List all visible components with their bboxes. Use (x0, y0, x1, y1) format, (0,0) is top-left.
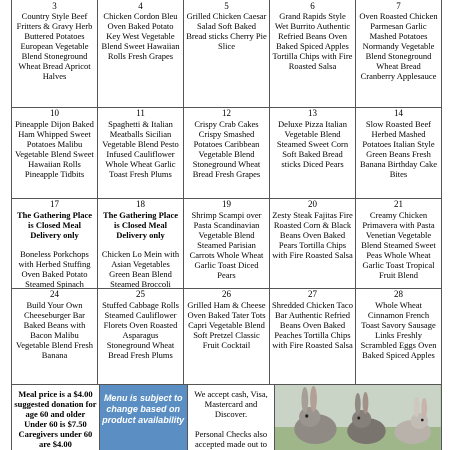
menu-subject-to-change: Menu is subject to change based on product availability (100, 385, 188, 450)
week-row-1 (12, 0, 441, 108)
day-number: 24 (50, 289, 59, 299)
day-number: 25 (136, 289, 145, 299)
bunnies-image (275, 385, 441, 450)
day-number: 17 (50, 199, 59, 209)
menu-calendar (11, 0, 442, 450)
payment-methods: We accept cash, Visa, Mastercard and Discover. (194, 389, 268, 419)
footer-row (12, 385, 441, 450)
menu-text: Shredded Chicken Taco Bar Authentic Refried Beans Oven Baked Peaches Tortilla Chips with Fire Roasted Salsa (272, 300, 353, 350)
day-cell (356, 108, 441, 199)
day-cell (270, 0, 356, 108)
day-cell (184, 199, 270, 289)
menu-text: Build Your Own Cheeseburger Bar Baked Beans with Bacon Malibu Vegetable Blend Fresh Banana (16, 300, 93, 360)
menu-text: Pineapple Dijon Baked Ham Whipped Sweet Potatoes Malibu Vegetable Blend Sweet Hawaiian Rolls Pineapple Tidbits (15, 119, 94, 179)
day-number: 10 (50, 108, 59, 118)
day-cell (184, 108, 270, 199)
day-number: 6 (310, 1, 315, 11)
day-number: 12 (222, 108, 231, 118)
day-number: 26 (222, 289, 231, 299)
day-cell (12, 0, 98, 108)
day-cell (98, 289, 184, 385)
day-number: 14 (394, 108, 403, 118)
day-cell (356, 0, 441, 108)
menu-text: Deluxe Pizza Italian Vegetable Blend Steamed Sweet Corn Soft Baked Bread sticks Diced Pears (276, 119, 349, 169)
meal-price-note: Meal price is a $4.00 suggested donation for age 60 and older Under 60 is $7.50 Caregivers under 60 are $4.00 (12, 385, 100, 450)
day-number: 19 (222, 199, 231, 209)
personal-checks-note: Personal Checks also accepted made out to (194, 429, 268, 449)
day-cell (270, 199, 356, 289)
menu-text: Whole Wheat Cinnamon French Toast Savory Sausage Links Freshly Scrambled Eggs Oven Baked Spiced Apples (360, 300, 437, 360)
day-number: 4 (138, 1, 143, 11)
menu-text: Stuffed Cabbage Rolls Steamed Cauliflower Florets Oven Roasted Asparagus Stoneground Wheat Bread Fresh Plums (102, 300, 179, 360)
day-number: 27 (308, 289, 317, 299)
day-number: 11 (136, 108, 145, 118)
day-cell (270, 289, 356, 385)
menu-text: Zesty Steak Fajitas Fire Roasted Corn & Black Beans Oven Baked Pears Tortilla Chips with Fire Roasted Salsa (272, 210, 353, 260)
menu-text: Chicken Cordon Bleu Oven Baked Potato Key West Vegetable Blend Sweet Hawaiian Rolls Fresh Grapes (101, 11, 180, 61)
day-cell (98, 199, 184, 289)
day-cell (184, 289, 270, 385)
day-cell (98, 108, 184, 199)
day-number: 3 (52, 1, 57, 11)
week-row-2 (12, 108, 441, 199)
menu-text: Grand Rapids Style Wet Burrito Authentic Refried Beans Oven Baked Spiced Apples Tortilla Chips with Fire Roasted Salsa (272, 11, 353, 71)
day-number: 13 (308, 108, 317, 118)
day-cell (12, 199, 98, 289)
closed-notice: The Gathering Place is Closed Meal Delivery only (16, 210, 93, 240)
day-number: 18 (136, 199, 145, 209)
menu-text: Chicken Lo Mein with Asian Vegetables Green Bean Blend Steamed Broccoli (101, 249, 180, 289)
day-cell (184, 0, 270, 108)
day-number: 7 (396, 1, 401, 11)
menu-text: Crispy Crab Cakes Crispy Smashed Potatoes Caribbean Vegetable Blend Stoneground Wheat Bread Fresh Grapes (192, 119, 261, 179)
day-cell (356, 289, 441, 385)
menu-text: Grilled Ham & Cheese Oven Baked Tater Tots Capri Vegetable Blend Soft Pretzel Classic Fruit Cocktail (187, 300, 266, 350)
day-number: 20 (308, 199, 317, 209)
day-cell (270, 108, 356, 199)
closed-notice: The Gathering Place is Closed Meal Delivery only (102, 210, 179, 240)
payment-info (188, 385, 276, 450)
day-number: 21 (394, 199, 403, 209)
day-number: 28 (394, 289, 403, 299)
week-row-4 (12, 289, 441, 385)
bunnies-photo (275, 385, 441, 450)
menu-text: Creamy Chicken Primavera with Pasta Venetian Vegetable Blend Steamed Sweet Peas Whole Wheat Garlic Toast Tropical Fruit Blend (361, 210, 436, 280)
menu-text: Slow Roasted Beef Herbed Mashed Potatoes Italian Style Green Beans Fresh Banana Birthday Cake Bites (360, 119, 437, 179)
day-number: 5 (224, 1, 229, 11)
menu-text: Shrimp Scampi over Pasta Scandinavian Vegetable Blend Steamed Parisian Carrots Whole Wheat Garlic Toast Diced Pears (189, 210, 264, 280)
menu-text: Spaghetti & Italian Meatballs Sicilian Vegetable Blend Pesto Infused Cauliflower Whole Wheat Garlic Toast Fresh Plums (102, 119, 179, 179)
day-cell (12, 289, 98, 385)
menu-text: Grilled Chicken Caesar Salad Soft Baked Bread sticks Cherry Pie Slice (186, 11, 267, 51)
menu-text: Country Style Beef Fritters & Gravy Herb Buttered Potatoes European Vegetable Blend Stoneground Wheat Bread Apricot Halves (16, 11, 93, 81)
day-cell (12, 108, 98, 199)
menu-text: Oven Roasted Chicken Parmesan Garlic Mashed Potatoes Normandy Vegetable Blend Stoneground Wheat Bread Cranberry Applesauce (359, 11, 438, 81)
week-row-3 (12, 199, 441, 289)
day-cell (98, 0, 184, 108)
day-cell (356, 199, 441, 289)
menu-text: Boneless Porkchops with Herbed Stuffing Oven Baked Potato Steamed Spinach (18, 249, 91, 289)
